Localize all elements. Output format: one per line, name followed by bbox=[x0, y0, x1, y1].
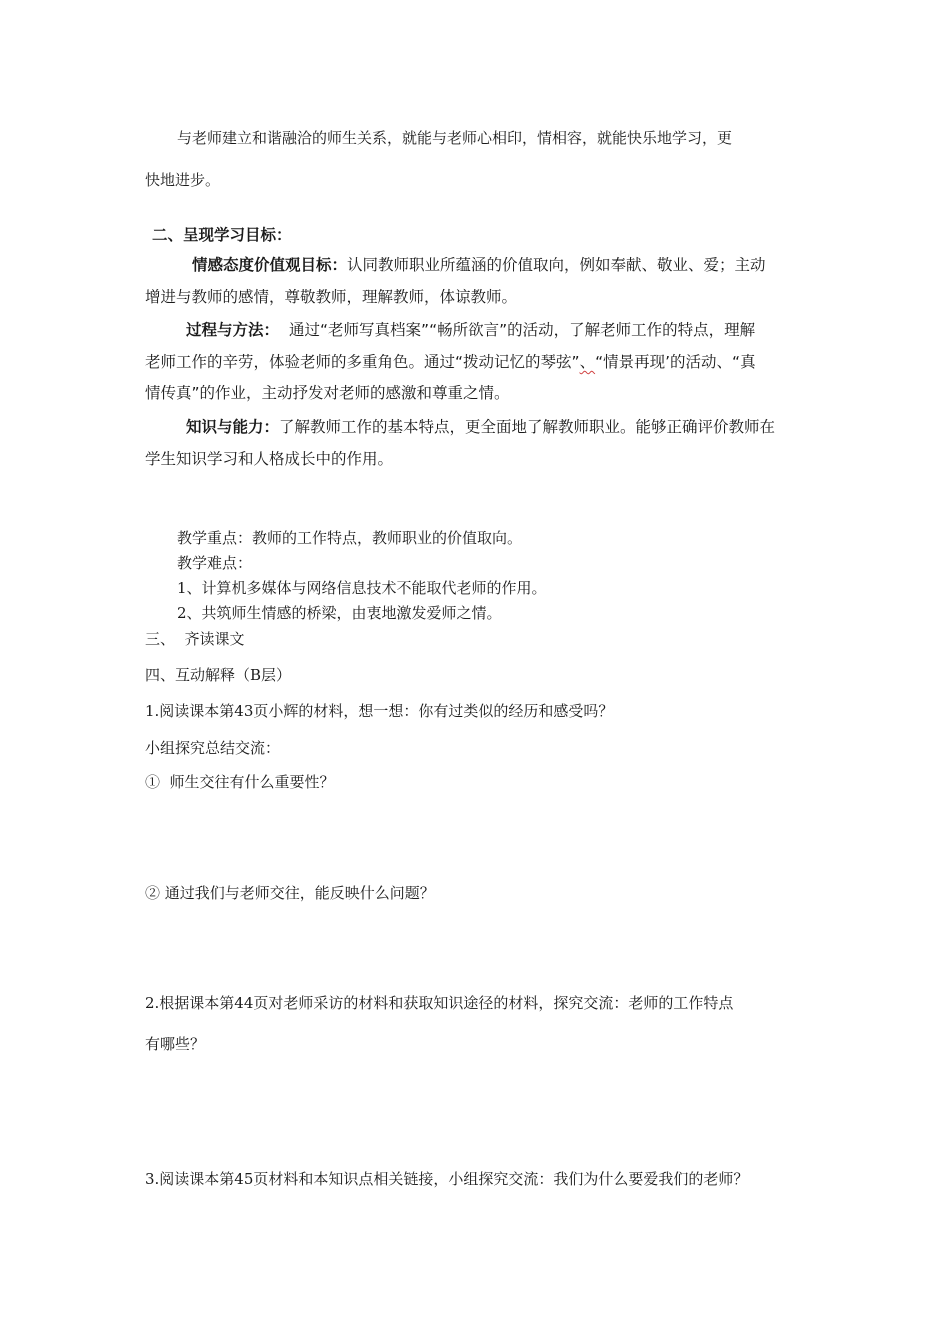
process-objective-line-1 bbox=[186, 320, 755, 340]
process-objective-line-2 bbox=[145, 352, 756, 372]
emotion-objective-line-1 bbox=[192, 255, 766, 275]
question-2-line-2: 有哪些？ bbox=[145, 1035, 206, 1053]
process-objective-line-3: 情传真”的作业，主动抒发对老师的感激和尊重之情。 bbox=[145, 384, 510, 402]
question-1: 1.阅读课本第43页小辉的材料，想一想：你有过类似的经历和感受吗？ bbox=[145, 702, 614, 720]
question-1-group-discussion: 小组探究总结交流： bbox=[145, 739, 281, 757]
teaching-difficulty-2: 2、共筑师生情感的桥梁，由衷地激发爱师之情。 bbox=[177, 604, 502, 622]
teaching-difficulty-1: 1、计算机多媒体与网络信息技术不能取代老师的作用。 bbox=[177, 579, 547, 597]
spellcheck-mark: 、 bbox=[579, 353, 596, 371]
emotion-objective-label: 情感态度价值观目标： bbox=[192, 256, 348, 274]
knowledge-objective-line-1 bbox=[186, 417, 775, 437]
emotion-objective-line-2: 增进与教师的感情，尊敬教师，理解教师，体谅教师。 bbox=[145, 288, 518, 306]
process-objective-text-2a: 老师工作的辛劳，体验老师的多重角色。通过“拨动记忆的琴弦” bbox=[145, 353, 580, 371]
section-3-heading: 三、 齐读课文 bbox=[145, 630, 245, 648]
knowledge-objective-line-2: 学生知识学习和人格成长中的作用。 bbox=[145, 450, 394, 468]
question-2-line-1: 2.根据课本第44页对老师采访的材料和获取知识途径的材料，探究交流：老师的工作特点 bbox=[145, 994, 734, 1012]
question-1-sub-1: ① 师生交往有什么重要性？ bbox=[145, 773, 335, 791]
section-4-heading: 四、互动解释（B层） bbox=[145, 666, 292, 684]
process-objective-label: 过程与方法： bbox=[186, 321, 280, 339]
process-objective-text-1: 通过“老师写真档案”“畅所欲言”的活动，了解老师工作的特点，理解 bbox=[289, 321, 756, 339]
intro-line-1: 与老师建立和谐融洽的师生关系，就能与老师心相印，情相容，就能快乐地学习，更 bbox=[177, 129, 733, 147]
knowledge-objective-text-1: 了解教师工作的基本特点，更全面地了解教师职业。能够正确评价教师在 bbox=[279, 418, 776, 436]
objectives-heading: 二、呈现学习目标： bbox=[152, 226, 292, 244]
intro-line-2: 快地进步。 bbox=[145, 171, 221, 189]
knowledge-objective-label: 知识与能力： bbox=[186, 418, 280, 436]
emotion-objective-text-1: 认同教师职业所蕴涵的价值取向，例如奉献、敬业、爱；主动 bbox=[347, 256, 766, 274]
question-3: 3.阅读课本第45页材料和本知识点相关链接，小组探究交流：我们为什么要爱我们的老师？ bbox=[145, 1170, 749, 1188]
process-objective-text-2b: “情景再现’的活动、“真 bbox=[595, 353, 756, 371]
question-1-sub-2: ② 通过我们与老师交往，能反映什么问题？ bbox=[145, 884, 435, 902]
teaching-key-point: 教学重点：教师的工作特点，教师职业的价值取向。 bbox=[177, 529, 523, 547]
teaching-difficulty-label: 教学难点： bbox=[177, 554, 253, 572]
